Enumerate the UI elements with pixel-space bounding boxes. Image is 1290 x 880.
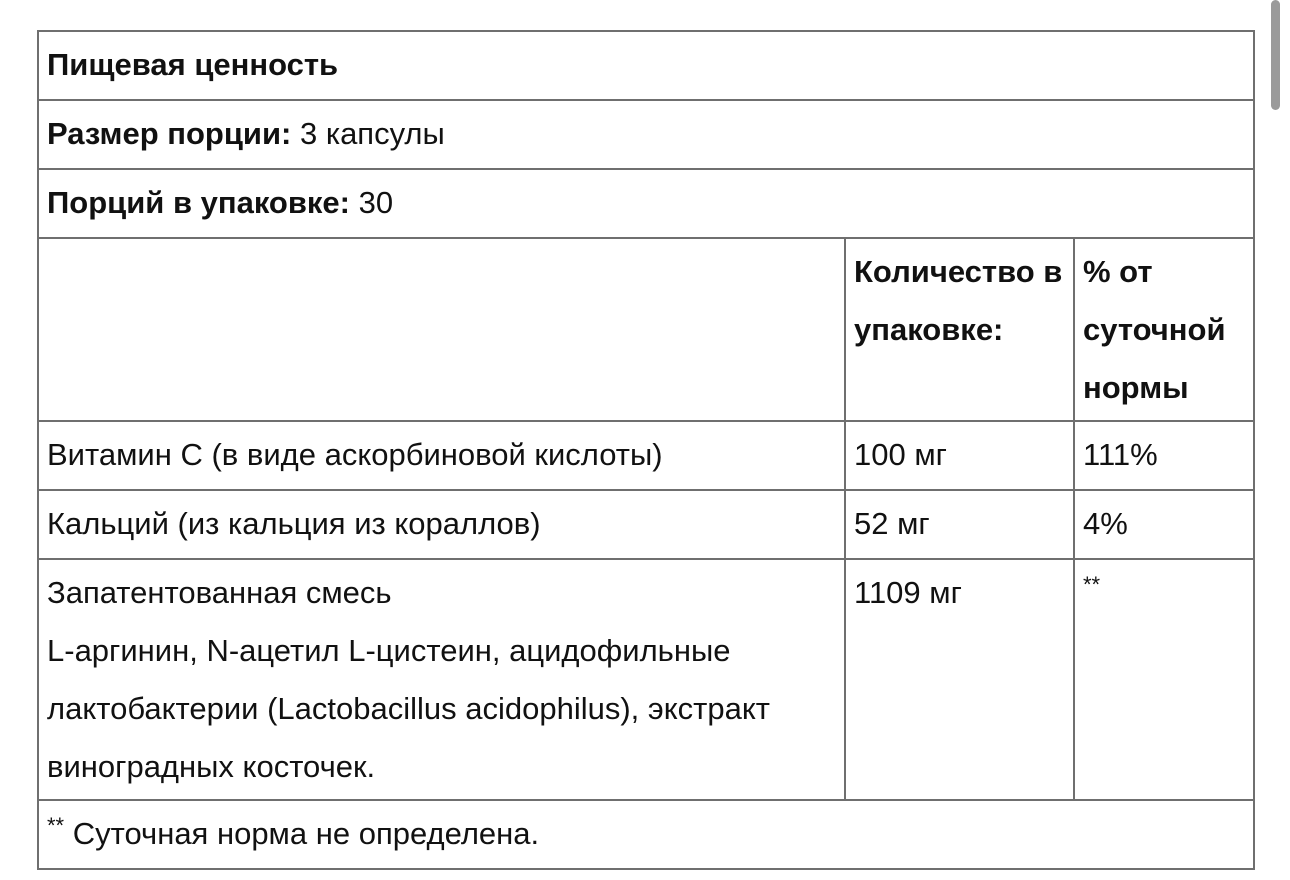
daily-value-not-established-mark: ** (1083, 572, 1101, 597)
servings-per-container-value: 30 (358, 185, 394, 220)
amount-column-header: Количество в упаковке: (845, 238, 1074, 421)
header-empty-cell (38, 238, 845, 421)
nutrient-name: Витамин С (в виде аскорбиновой кислоты) (38, 421, 845, 490)
column-header-row (38, 238, 1254, 421)
blend-ingredients: L-аргинин, N-ацетил L-цистеин, ацидофильные лактобактерии (Lactobacillus acidophilus), экстракт виноградных косточек. (47, 633, 770, 784)
nutrient-daily-value: 4% (1074, 490, 1254, 559)
serving-size-cell (38, 100, 1254, 169)
nutrient-daily-value: 111% (1074, 421, 1254, 490)
footnote-mark: ** (47, 813, 65, 838)
serving-size-label: Размер порции: (47, 116, 292, 151)
nutrition-facts-table (37, 30, 1255, 870)
footnote-row (38, 800, 1254, 869)
table-row (38, 421, 1254, 490)
nutrient-name: Кальций (из кальция из кораллов) (38, 490, 845, 559)
footnote-text: Суточная норма не определена. (72, 816, 540, 851)
nutrition-facts-panel (37, 30, 1253, 870)
table-row (38, 559, 1254, 800)
nutrient-amount: 100 мг (845, 421, 1074, 490)
table-title: Пищевая ценность (47, 47, 339, 82)
footnote-cell (38, 800, 1254, 869)
table-title-cell (38, 31, 1254, 100)
nutrient-amount: 1109 мг (845, 559, 1074, 800)
vertical-scrollbar-thumb[interactable] (1271, 0, 1280, 110)
serving-size-value: 3 капсулы (299, 116, 445, 151)
nutrient-daily-value (1074, 559, 1254, 800)
blend-cell (38, 559, 845, 800)
servings-per-container-cell (38, 169, 1254, 238)
blend-name: Запатентованная смесь (47, 575, 392, 610)
servings-per-container-label: Порций в упаковке: (47, 185, 350, 220)
servings-per-container-row (38, 169, 1254, 238)
daily-value-column-header: % от суточной нормы (1074, 238, 1254, 421)
title-row (38, 31, 1254, 100)
table-row (38, 490, 1254, 559)
serving-size-row (38, 100, 1254, 169)
nutrient-amount: 52 мг (845, 490, 1074, 559)
